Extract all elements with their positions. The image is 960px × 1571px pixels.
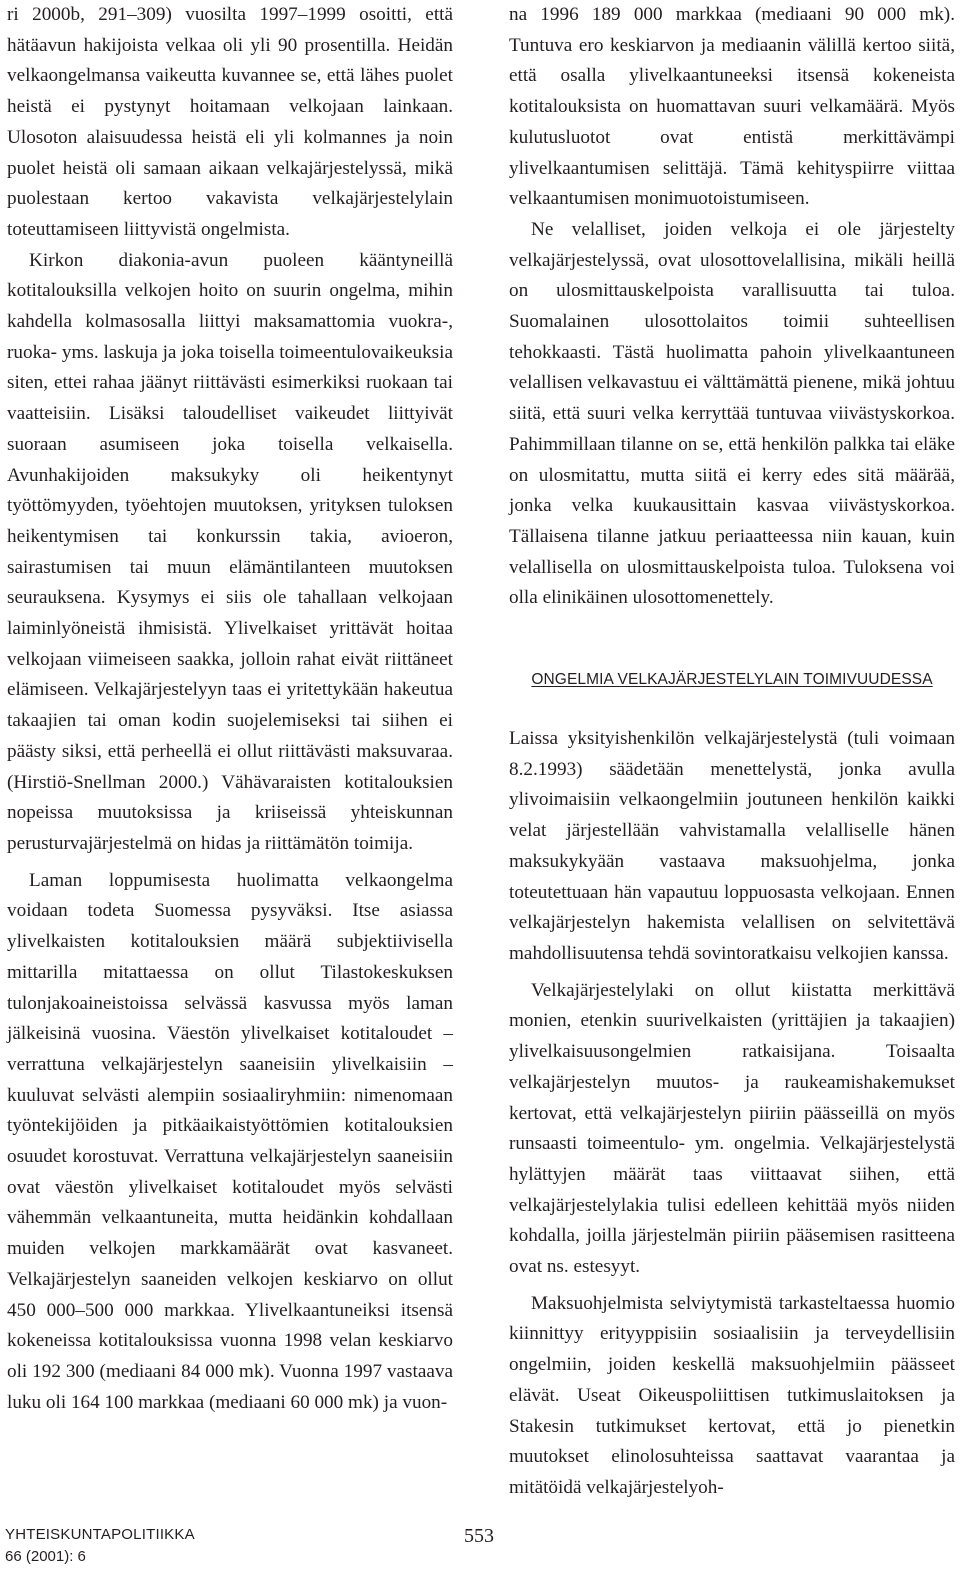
journal-name: YHTEISKUNTAPOLITIIKKA (5, 1526, 195, 1543)
journal-issue: 66 (2001): 6 (5, 1548, 86, 1565)
page-number: 553 (464, 1525, 494, 1547)
paragraph-laman-loppumisesta: Laman loppumisesta huolimatta velkaongelma voidaan todeta Suomessa pysyväksi. Itse asiassa ylivelkaisten kotitalouksien määrä subjektiivisella mittarilla mitattaessa on ollut Tilastokeskuksen tulonjakoaineistoissa selvässä kasvussa myös laman jälkeisinä vuosina. Väestön ylivelkaiset kotitaloudet – verrattuna velkajärjestelyn saaneisiin ylivelkaisiin – kuuluvat selvästi alempiin sosiaaliryhmiin: nimenomaan työntekijöiden ja pitkäaikaistyöttömien kotitalouksien osuudet korostuvat. Verrattuna velkajärjestelyn saaneisiin ovat väestön ylivelkaiset kotitaloudet myös selvästi vähemmän velkaantuneita, mutta heidänkin kohdallaan muiden velkojen markkamäärät ovat kasvaneet. Velkajärjestelyn saaneiden velkojen keskiarvo on ollut 450 000–500 000 markkaa. Ylivelkaantuneiksi itsensä kokeneissa kotitalouksissa vuonna 1998 velan keskiarvo oli 192 300 (mediaani 84 000 mk). Vuonna 1997 vastaava luku oli 164 100 markkaa (mediaani 60 000 mk) ja vuon- (7, 869, 453, 1413)
section-heading: ONGELMIA VELKAJÄRJESTELYLAIN TOIMIVUUDESSA (531, 671, 933, 689)
paragraph-maksuohjelmat: Maksuohjelmista selviytymistä tarkasteltaessa huomio kiinnittyy erityyppisiin sosiaalisiin ja terveydellisiin ongelmiin, joiden keskellä maksuohjelmiin päässeet elävät. Useat Oikeuspoliittisen tutkimuslaitoksen ja Stakesin tutkimukset kertovat, että jo pienetkin muutokset elinolosuhteissa saattavat vaarantaa ja mitätöidä velkajärjestelyoh- (509, 1292, 955, 1498)
paragraph-diakonia: Kirkon diakonia-avun puoleen kääntyneillä kotitalouksilla velkojen hoito on suurin ongelma, mihin kahdella kolmasosalla liittyi maksamattomia vuokra-, ruoka- yms. laskuja ja joka toisella toimeentulovaikeuksia siten, ettei rahaa jäänyt riittävästi esimerkiksi ruokaan tai vaatteisiin. Lisäksi taloudelliset vaikeudet liittyivät suoraan asumiseen joka toisella velkaisella. Avunhakijoiden maksukyky oli heikentynyt työttömyyden, työehtojen muutoksen, yrityksen tuloksen heikentymisen tai konkurssin takia, avioeron, sairastumisen tai muun elämäntilanteen muutoksen seurauksena. Kysymys ei siis ole tahallaan velkojaan laiminlyöneistä ihmisistä. Ylivelkaiset yrittävät hoitaa velkojaan viimeiseen saakka, jolloin rahat eivät riittäneet elämiseen. Velkajärjestelyyn taas ei yritettykään hakeutua takaajien tai oman kodin suojelemiseksi tai siihen ei päästy siksi, että perheellä ei ollut riittävästi maksuvaraa. (Hirstiö-Snellman 2000.) Vähävaraisten kotitalouksien nopeissa muutoksissa ja kriiseissä yhteiskunnan perusturvajärjestelmä on hidas ja riittämätön toimija. (7, 249, 453, 854)
paragraph-continuation: ri 2000b, 291–309) vuosilta 1997–1999 osoitti, että hätäavun hakijoista velkaa oli yli 90 prosentilla. Heidän velkaongelmansa vaikeutta kuvannee se, että lähes puolet heistä ei pystynyt hoitamaan velkojaan lainkaan. Ulosoton alaisuudessa heistä eli yli kolmannes ja noin puolet heistä oli samaan aikaan velkajärjestelyssä, mikä puolestaan kertoo vakavista velkajärjestelylain toteuttamiseen liittyvistä ongelmista. (7, 4, 453, 240)
paragraph-velkajarjestelylaki-merkitys: Velkajärjestelylaki on ollut kiistatta merkittävä monien, etenkin suurivelkaisten (yrittäjien ja takaajien) ylivelkaisuusongelmien ratkaisijana. Toisaalta velkajärjestelyn muutos- ja raukeamishakemukset kertovat, että velkajärjestelyn piiriin päässeillä on myös runsaasti toimeentulo- ym. ongelmia. Velkajärjestelystä hylättyjen määrät taas viittaavat siihen, että velkajärjestelylakia tulisi edelleen kehittää myös niiden kohdalla, joilla järjestelmän piiriin pääsemisen rasitteena ovat ns. estesyyt. (509, 979, 955, 1278)
right-column (509, 0, 955, 1504)
paragraph-continuation-right: na 1996 189 000 markkaa (mediaani 90 000 mk). Tuntuva ero keskiarvon ja mediaanin välillä kertoo siitä, että osalla ylivelkaantuneeksi itsensä kokeneista kotitalouksista on huomattavan suuri velkamäärä. Myös kulutusluotot ovat entistä merkittävämpi ylivelkaantumisen selittäjä. Tämä kehityspiirre viittaa velkaantumisen monimuotoistumiseen. (509, 4, 955, 210)
left-column (7, 0, 453, 1418)
paragraph-ulosotto: Ne velalliset, joiden velkoja ei ole järjestelty velkajärjestelyssä, ovat ulosottovelallisina, mikäli heillä on ulosmittauskelpoista varallisuutta tai tuloa. Suomalainen ulosottolaitos toimii suhteellisen tehokkaasti. Tästä huolimatta pahoin ylivelkaantuneen velallisen velkavastuu ei välttämättä pienene, mikä johtuu siitä, että suuri velka kerryttää tuntuvaa viivästyskorkoa. Pahimmillaan tilanne on se, että henkilön palkka tai eläke on ulosmitattu, mutta siitä ei kerry edes sitä määrää, jonka velka kuukausittain kasvaa viivästyskorkoa. Tällaisena tilanne jatkuu periaatteessa niin kauan, kuin velallisella on ulosmittauskelpoista tuloa. Tuloksena voi olla elinikäinen ulosottomenettely. (509, 218, 955, 609)
paragraph-velkajarjestelylaki-intro: Laissa yksityishenkilön velkajärjestelystä (tuli voimaan 8.2.1993) säädetään menettelystä, jonka avulla ylivoimaisiin velkaongelmiin joutuneen henkilön kaikki velat järjestellään vahvistamalla velalliselle hänen maksukykyään vastaava maksuohjelma, jonka toteutettuaan hän vapautuu loppuosasta velkojaan. Ennen velkajärjestelyn hakemista velallisen on selvitettävä mahdollisuutensa tehdä sovintoratkaisu velkojien kanssa. (509, 728, 955, 964)
